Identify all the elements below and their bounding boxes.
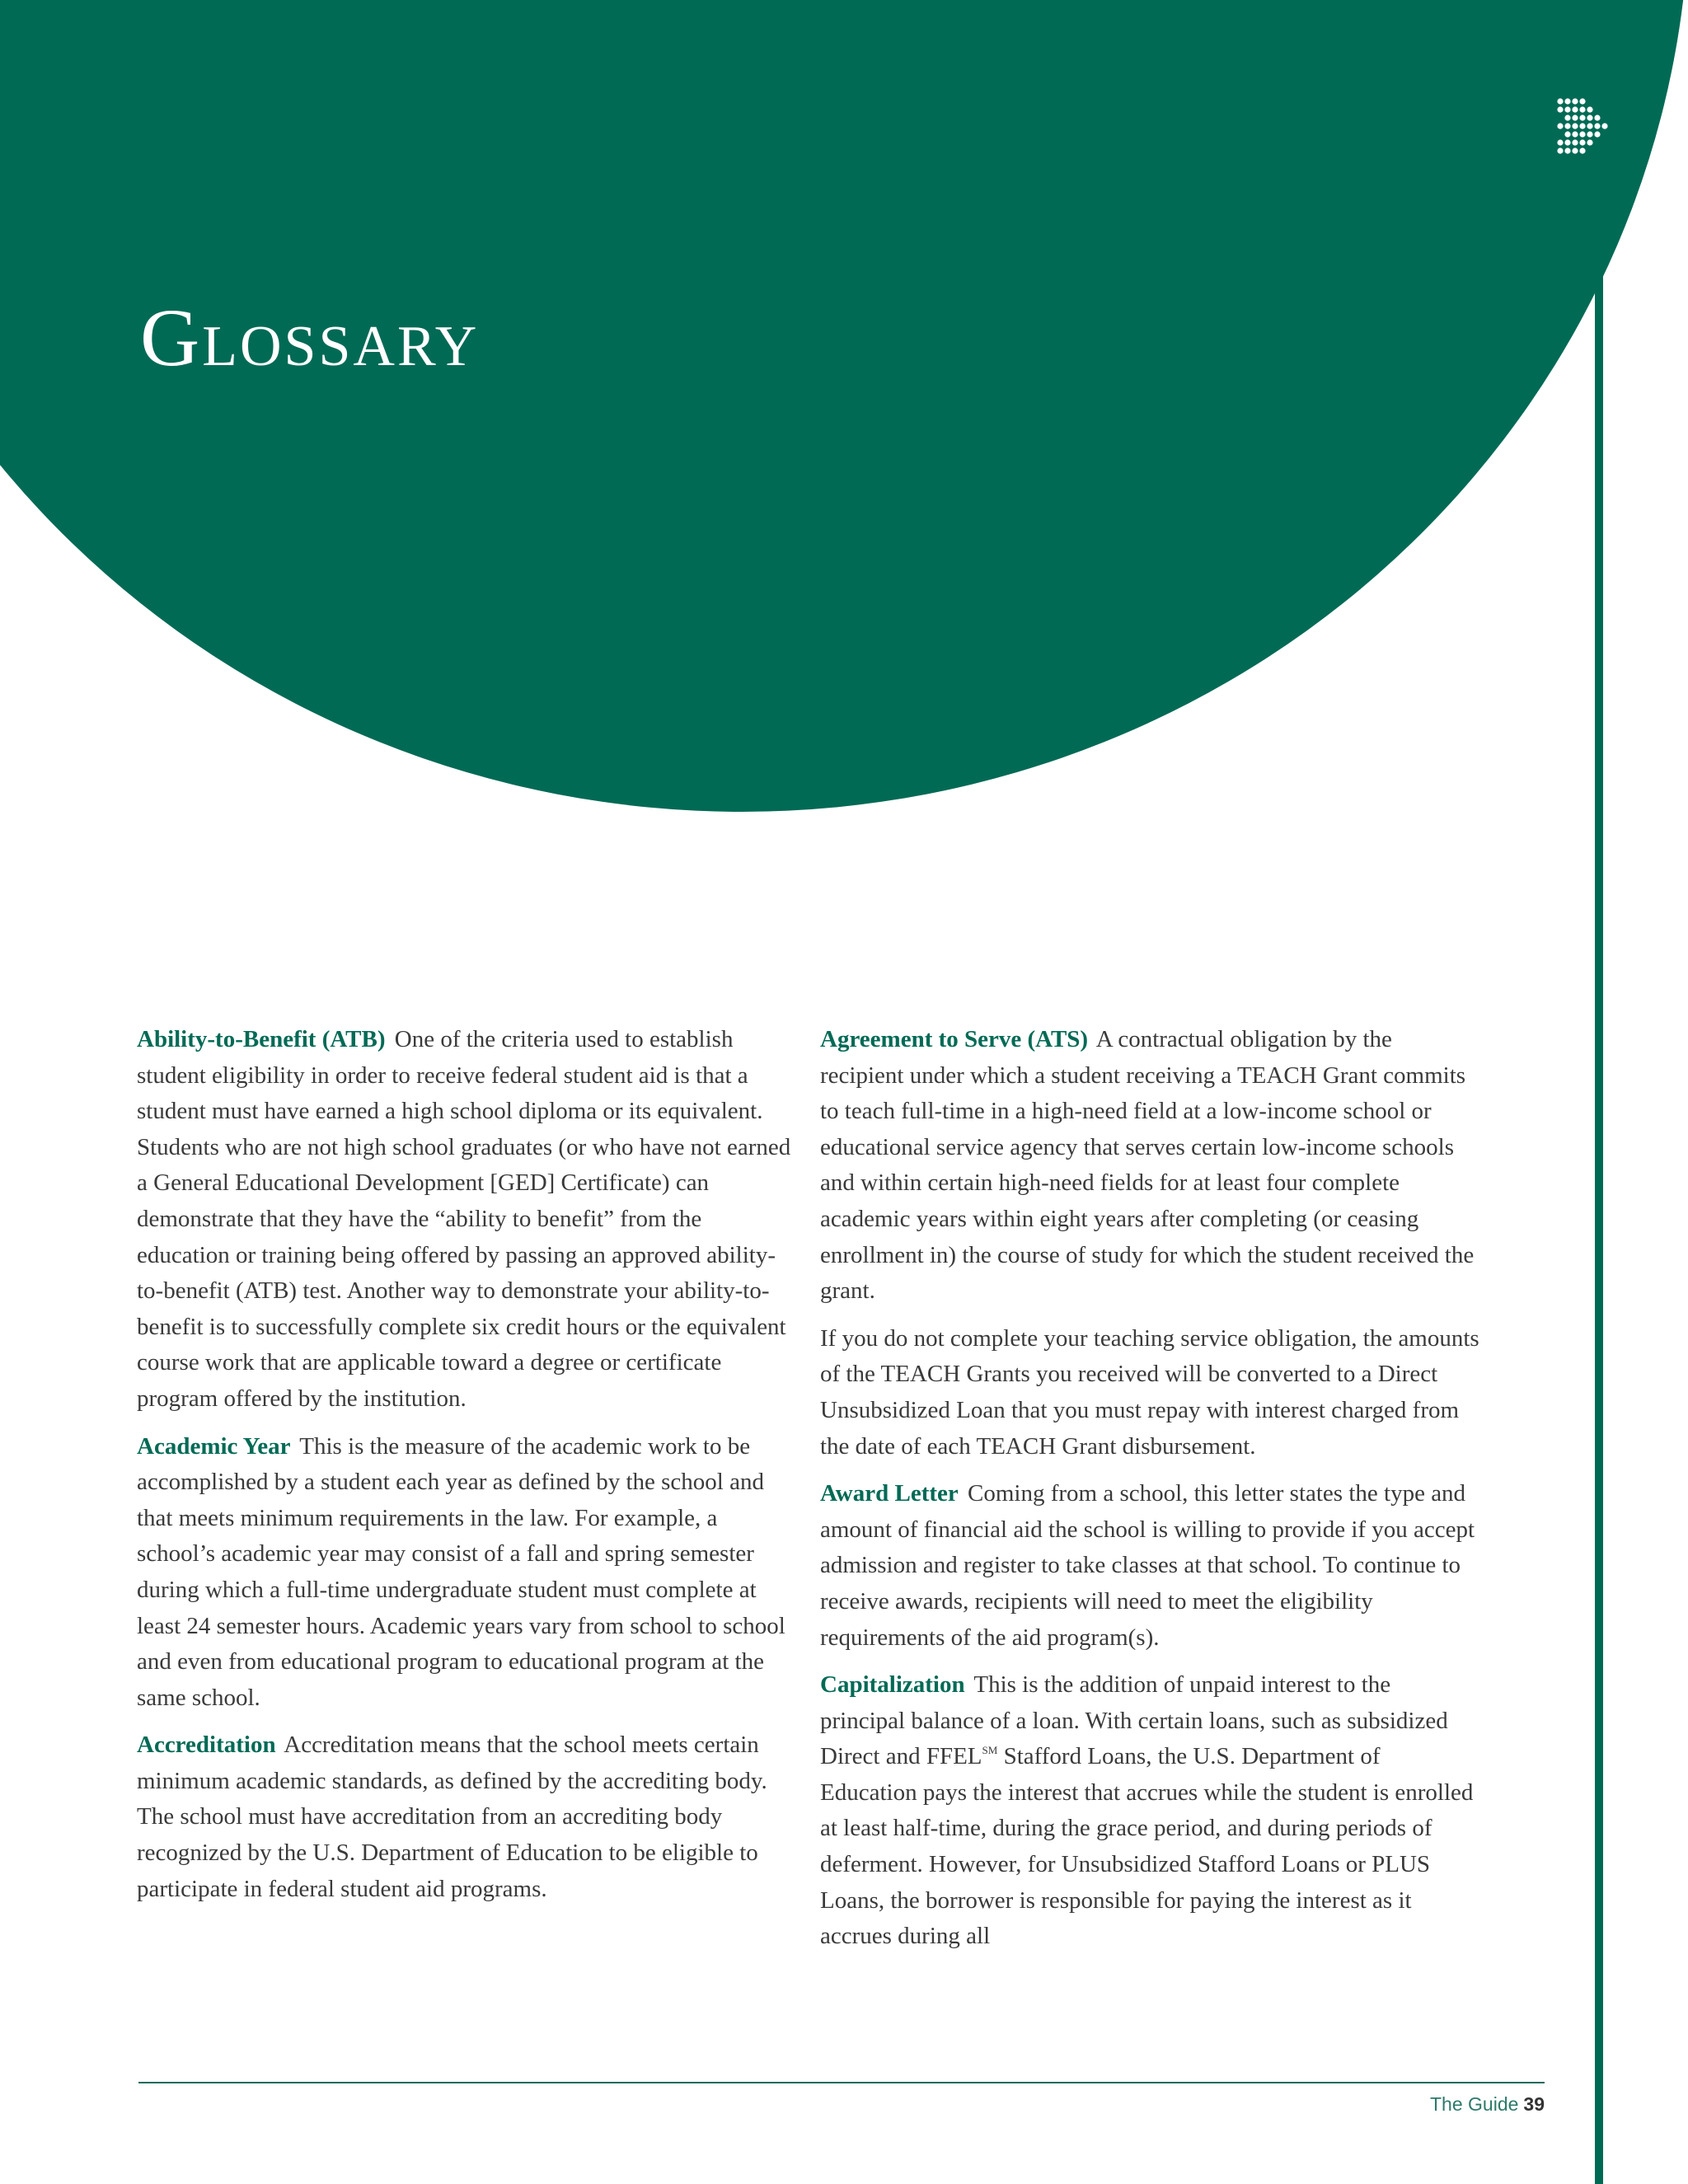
- glossary-entry-accreditation: [137, 1727, 796, 1907]
- glossary-term: Agreement to Serve (ATS): [820, 1026, 1089, 1052]
- footer-divider: [138, 2082, 1545, 2083]
- glossary-entry-academic-year: [137, 1429, 796, 1717]
- glossary-entry-capitalization: [820, 1667, 1479, 1955]
- footer-label: The Guide: [1430, 2093, 1519, 2115]
- glossary-term: Ability-to-Benefit (ATB): [137, 1026, 386, 1052]
- glossary-term: Award Letter: [820, 1480, 959, 1507]
- glossary-term: Capitalization: [820, 1671, 965, 1699]
- glossary-paragraph-ats-followup: If you do not complete your teaching service obligation, the amounts of the TEACH Grants you received will be converted to a Direct Unsubsidized Loan that you must repay with interest charged from the date of each TEACH Grant disbursement.: [820, 1324, 1479, 1460]
- glossary-definition: Accreditation means that the school meets certain minimum academic standards, as defined by the accrediting body. The school must have accreditation from an accrediting body recognized by the U.S. Department of Education to be eligible to participate in federal student aid programs.: [137, 1732, 767, 1902]
- glossary-entry-ats: [820, 1022, 1479, 1310]
- page-title: Glossary: [140, 292, 480, 383]
- glossary-definition: This is the addition of unpaid interest to the principal balance of a loan. With certain loans, such as subsidized Direct and FFEL: [820, 1671, 1448, 1770]
- page-footer: [1430, 2093, 1545, 2116]
- glossary-term: Academic Year: [137, 1432, 291, 1460]
- glossary-definition: This is the measure of the academic work to be accomplished by a student each year as defined by the school and that meets minimum requirements in the law. For example, a school’s academic year may consist of a fall and spring semester during which a full-time undergraduate student must complete at least 24 semester hours. Academic years vary from school to school and even from educational program to educational program at the same school.: [137, 1432, 785, 1711]
- service-mark: SM: [982, 1744, 998, 1757]
- right-edge-bar: [1595, 264, 1603, 2184]
- header-circle: [0, 0, 1688, 812]
- glossary-column-right: [820, 1022, 1479, 1966]
- glossary-definition: Coming from a school, this letter states the type and amount of financial aid the school is willing to provide if you accept admission and register to take classes at that school. To continue to receive awards, recipients will need to meet the eligibility requirements of the aid program(s).: [820, 1480, 1475, 1651]
- glossary-definition: A contractual obligation by the recipient under which a student receiving a TEACH Grant commits to teach full-time in a high-need field at a low-income school or educational service agency that serves certain low-income schools and within certain high-need fields for at least four complete academic years within eight years after completing (or ceasing enrollment in) the course of study for which the student received the grant.: [820, 1026, 1475, 1305]
- glossary-entry-award-letter: [820, 1476, 1479, 1656]
- glossary-term: Accreditation: [137, 1732, 276, 1759]
- page-number: 39: [1523, 2093, 1545, 2115]
- glossary-column-left: [137, 1022, 796, 1919]
- glossary-definition: One of the criteria used to establish student eligibility in order to receive federal student aid is that a student must have earned a high school diploma or its equivalent. Students who are not high school graduates (or who have not earned a General Educational Development [GED] Certificate) can demonstrate that they have the “ability to benefit” from the education or training being offered by passing an approved ability-to-benefit (ATB) test. Another way to demonstrate your ability-to-benefit is to successfully complete six credit hours or the equivalent course work that are applicable toward a degree or certificate program offered by the institution.: [137, 1026, 791, 1412]
- glossary-definition-continued: Stafford Loans, the U.S. Department of Education pays the interest that accrues while the student is enrolled at least half-time, during the grace period, and during periods of deferment. However, for Unsubsidized Stafford Loans or PLUS Loans, the borrower is responsible for paying the interest as it accrues during all: [820, 1743, 1474, 1950]
- dot-arrow-logo-icon: [1556, 97, 1622, 155]
- glossary-entry-atb: [137, 1022, 796, 1418]
